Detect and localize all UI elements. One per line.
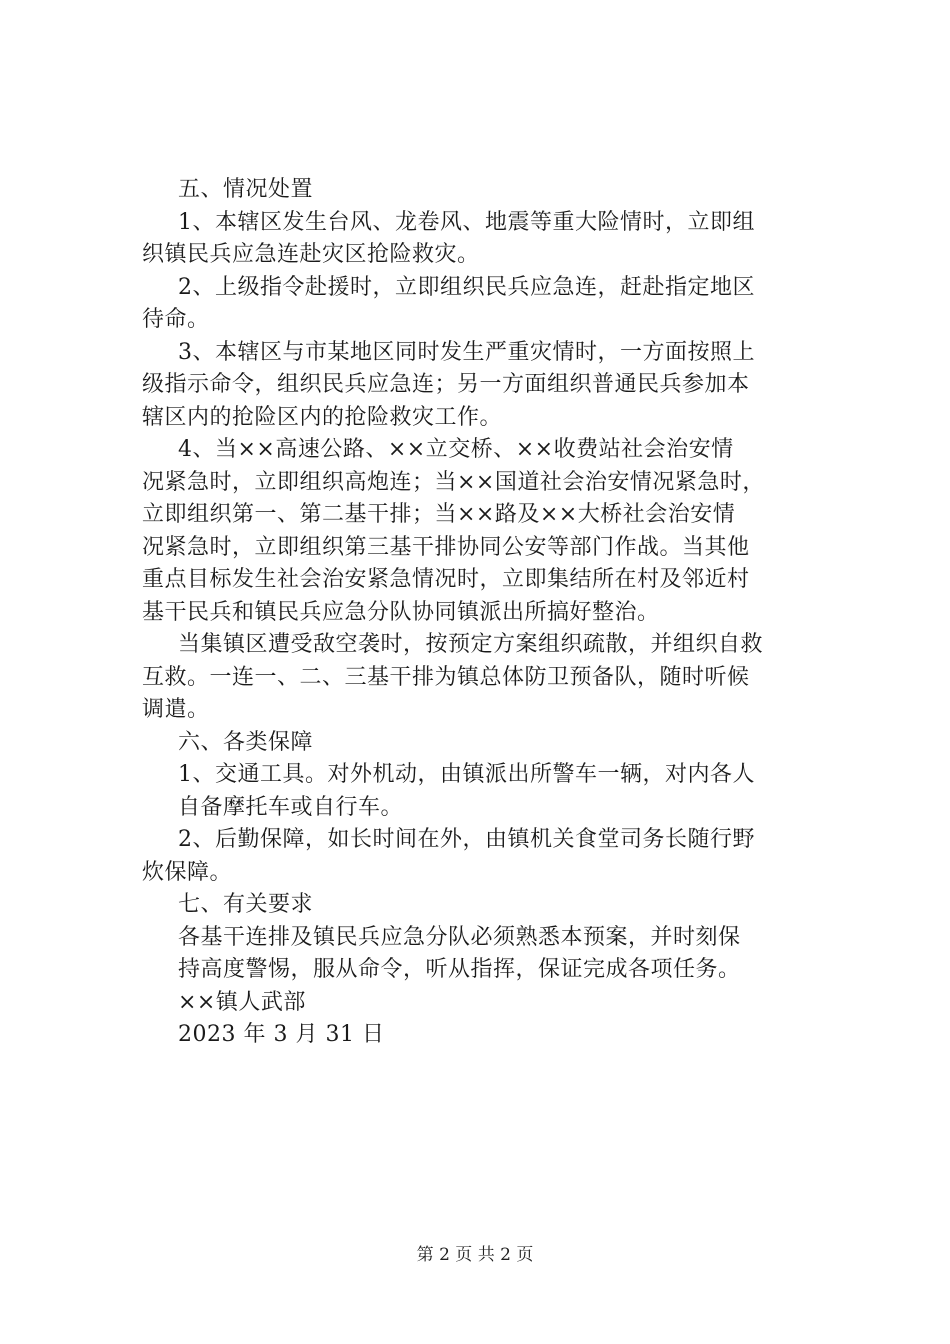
- paragraph-line: 当集镇区遭受敌空袭时，按预定方案组织疏散，并组织自救: [178, 632, 764, 657]
- page-number: 第 2 页 共 2 页: [416, 1245, 534, 1265]
- signature-org: ××镇人武部: [178, 989, 306, 1015]
- page-footer: [0, 1240, 950, 1265]
- signature-date: 2023 年 3 月 31 日: [178, 1022, 385, 1047]
- paragraph-line: 况紧急时，立即组织高炮连；当××国道社会治安情况紧急时，: [142, 469, 765, 495]
- paragraph-line: 基干民兵和镇民兵应急分队协同镇派出所搞好整治。: [142, 599, 660, 625]
- paragraph-line: 2、后勤保障，如长时间在外，由镇机关食堂司务长随行野: [178, 827, 755, 852]
- paragraph-line: 1、本辖区发生台风、龙卷风、地震等重大险情时，立即组: [178, 209, 755, 235]
- paragraph-line: 级指示命令，组织民兵应急连；另一方面组织普通民兵参加本: [142, 372, 750, 397]
- paragraph-line: 立即组织第一、第二基干排；当××路及××大桥社会治安情: [142, 502, 736, 527]
- heading-support: 六、各类保障: [178, 729, 314, 755]
- paragraph-line: 待命。: [142, 307, 210, 332]
- paragraph-line: 调遣。: [142, 697, 210, 722]
- document-body: [142, 174, 858, 1052]
- paragraph-line: 持高度警惕，服从命令，听从指挥，保证完成各项任务。: [178, 957, 741, 982]
- paragraph-line: 4、当××高速公路、××立交桥、××收费站社会治安情: [178, 437, 734, 462]
- heading-situation-handling: 五、情况处置: [178, 177, 314, 202]
- paragraph-line: 自备摩托车或自行车。: [178, 794, 404, 820]
- paragraph-line: 2、上级指令赴援时，立即组织民兵应急连，赶赴指定地区: [178, 274, 755, 300]
- paragraph-line: 织镇民兵应急连赴灾区抢险救灾。: [142, 242, 480, 267]
- paragraph-line: 况紧急时，立即组织第三基干排协同公安等部门作战。当其他: [142, 534, 750, 560]
- paragraph-line: 3、本辖区与市某地区同时发生严重灾情时，一方面按照上: [178, 339, 755, 365]
- paragraph-line: 互救。一连一、二、三基干排为镇总体防卫预备队，随时听候: [142, 664, 750, 690]
- heading-requirements: 七、有关要求: [178, 892, 314, 917]
- paragraph-line: 炊保障。: [142, 859, 233, 885]
- paragraph-line: 重点目标发生社会治安紧急情况时，立即集结所在村及邻近村: [142, 567, 750, 592]
- paragraph-line: 各基干连排及镇民兵应急分队必须熟悉本预案，并时刻保: [178, 924, 741, 950]
- paragraph-line: 1、交通工具。对外机动，由镇派出所警车一辆，对内各人: [178, 762, 755, 787]
- paragraph-line: 辖区内的抢险区内的抢险救灾工作。: [142, 404, 503, 430]
